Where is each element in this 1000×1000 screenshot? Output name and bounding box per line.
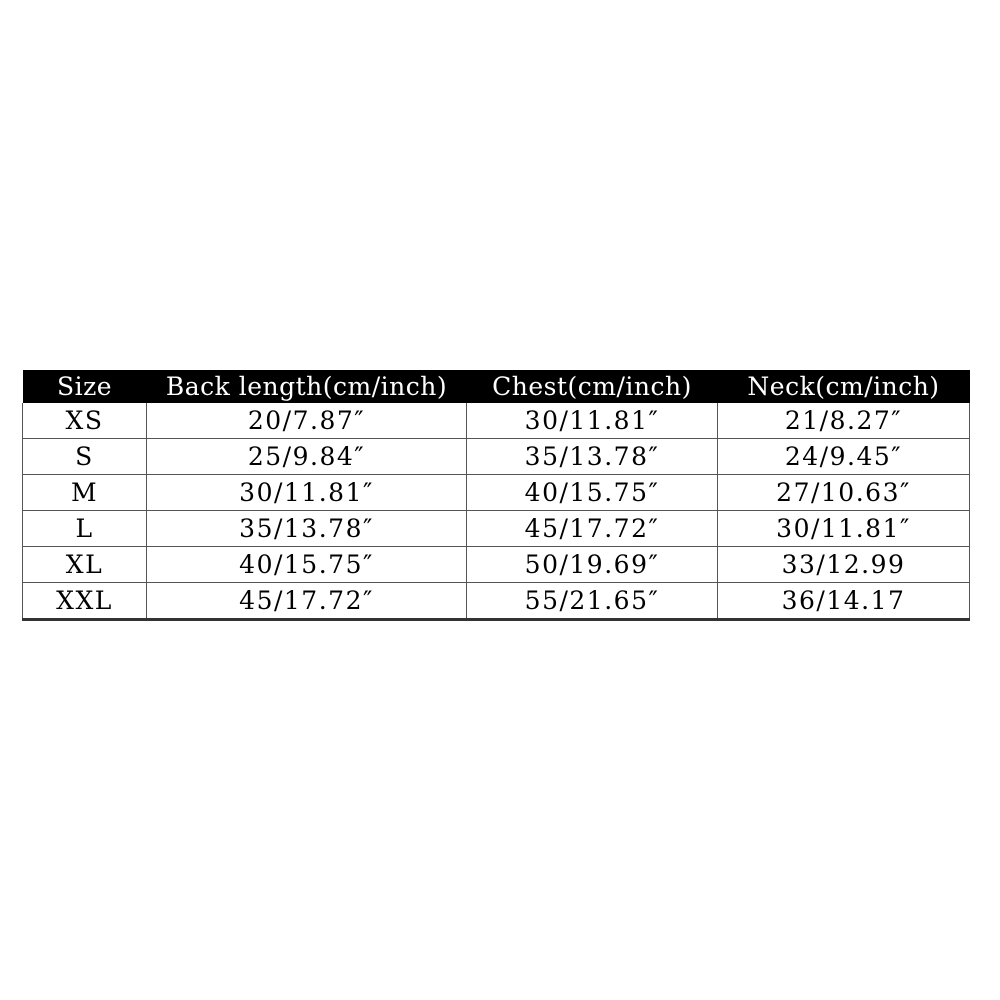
cell-neck: 27/10.63″ — [718, 475, 970, 511]
cell-neck: 30/11.81″ — [718, 511, 970, 547]
cell-neck: 36/14.17 — [718, 583, 970, 620]
cell-chest: 30/11.81″ — [467, 403, 718, 439]
table-row — [23, 439, 970, 475]
cell-chest: 50/19.69″ — [467, 547, 718, 583]
table-row — [23, 511, 970, 547]
cell-size: M — [23, 475, 147, 511]
cell-size: XXL — [23, 583, 147, 620]
cell-chest: 40/15.75″ — [467, 475, 718, 511]
cell-size: XS — [23, 403, 147, 439]
table-row — [23, 583, 970, 620]
header-back-length: Back length(cm/inch) — [147, 370, 467, 403]
cell-chest: 35/13.78″ — [467, 439, 718, 475]
cell-back-length: 40/15.75″ — [147, 547, 467, 583]
cell-neck: 21/8.27″ — [718, 403, 970, 439]
cell-back-length: 30/11.81″ — [147, 475, 467, 511]
cell-chest: 55/21.65″ — [467, 583, 718, 620]
cell-neck: 24/9.45″ — [718, 439, 970, 475]
cell-size: XL — [23, 547, 147, 583]
size-chart-table — [22, 370, 970, 621]
header-row — [23, 370, 970, 403]
cell-back-length: 20/7.87″ — [147, 403, 467, 439]
cell-neck: 33/12.99 — [718, 547, 970, 583]
header-neck: Neck(cm/inch) — [718, 370, 970, 403]
cell-back-length: 25/9.84″ — [147, 439, 467, 475]
table-body — [23, 403, 970, 620]
header-chest: Chest(cm/inch) — [467, 370, 718, 403]
cell-size: L — [23, 511, 147, 547]
cell-size: S — [23, 439, 147, 475]
cell-back-length: 35/13.78″ — [147, 511, 467, 547]
table-row — [23, 475, 970, 511]
cell-chest: 45/17.72″ — [467, 511, 718, 547]
header-size: Size — [23, 370, 147, 403]
cell-back-length: 45/17.72″ — [147, 583, 467, 620]
table-row — [23, 547, 970, 583]
table-row — [23, 403, 970, 439]
table-header — [23, 370, 970, 403]
